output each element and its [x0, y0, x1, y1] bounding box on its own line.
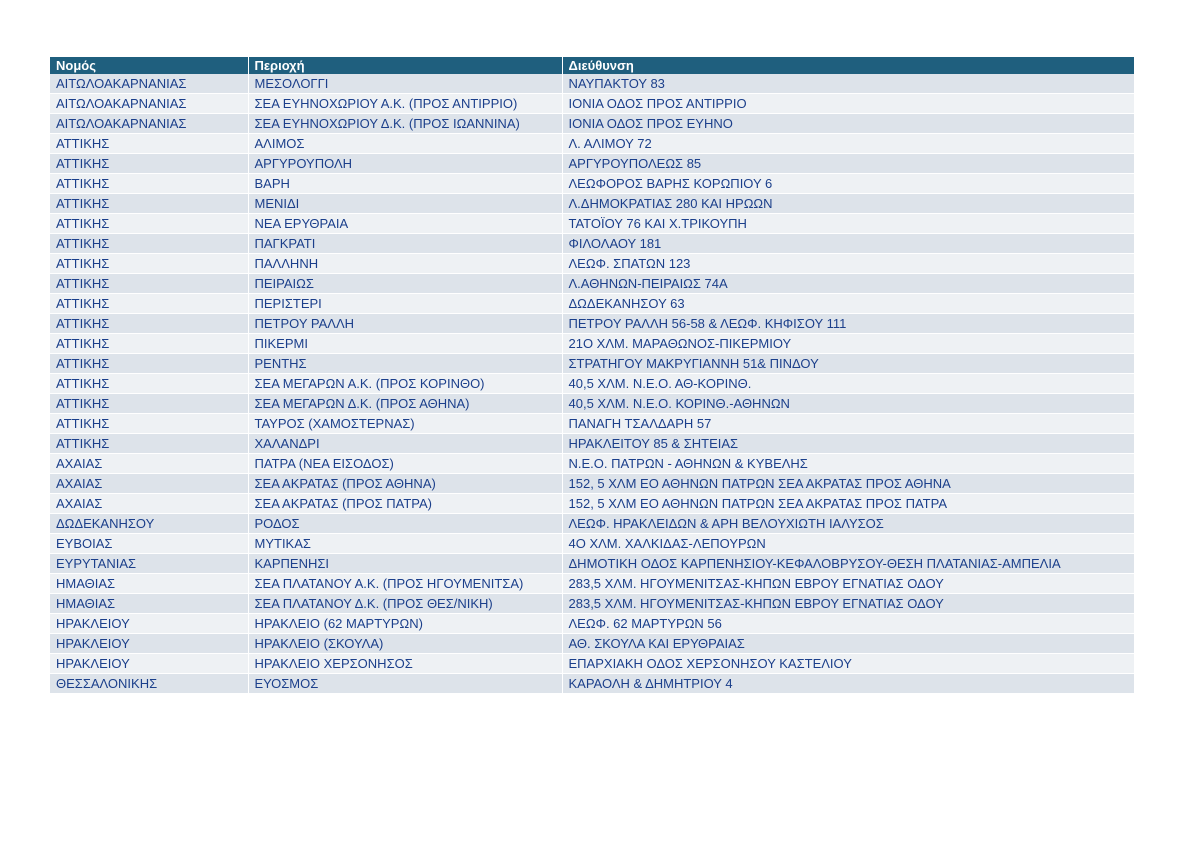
table-row	[50, 574, 1134, 594]
cell-nomos: ΑΙΤΩΛΟΑΚΑΡΝΑΝΙΑΣ	[50, 94, 248, 114]
table-row	[50, 194, 1134, 214]
cell-perioxi: ΜΥΤΙΚΑΣ	[248, 534, 562, 554]
cell-perioxi: ΧΑΛΑΝΔΡΙ	[248, 434, 562, 454]
column-header-perioxi: Περιοχή	[248, 57, 562, 74]
table-row	[50, 634, 1134, 654]
table-header	[50, 57, 1134, 74]
cell-perioxi: ΑΛΙΜΟΣ	[248, 134, 562, 154]
column-header-nomos: Νομός	[50, 57, 248, 74]
cell-perioxi: ΑΡΓΥΡΟΥΠΟΛΗ	[248, 154, 562, 174]
cell-perioxi: ΣΕΑ ΠΛΑΤΑΝΟΥ Δ.Κ. (ΠΡΟΣ ΘΕΣ/ΝΙΚΗ)	[248, 594, 562, 614]
cell-nomos: ΘΕΣΣΑΛΟΝΙΚΗΣ	[50, 674, 248, 694]
cell-perioxi: ΠΑΛΛΗΝΗ	[248, 254, 562, 274]
cell-dieuthynsi: 152, 5 ΧΛΜ ΕΟ ΑΘΗΝΩΝ ΠΑΤΡΩΝ ΣΕΑ ΑΚΡΑΤΑΣ ΠΡΟΣ ΠΑΤΡΑ	[562, 494, 1134, 514]
cell-perioxi: ΣΕΑ ΕΥΗΝΟΧΩΡΙΟΥ Α.Κ. (ΠΡΟΣ ΑΝΤΙΡΡΙΟ)	[248, 94, 562, 114]
cell-perioxi: ΗΡΑΚΛΕΙΟ (62 ΜΑΡΤΥΡΩΝ)	[248, 614, 562, 634]
cell-nomos: ΑΤΤΙΚΗΣ	[50, 394, 248, 414]
table-row	[50, 654, 1134, 674]
cell-nomos: ΗΜΑΘΙΑΣ	[50, 574, 248, 594]
cell-perioxi: ΣΕΑ ΑΚΡΑΤΑΣ (ΠΡΟΣ ΠΑΤΡΑ)	[248, 494, 562, 514]
table-row	[50, 534, 1134, 554]
cell-nomos: ΑΤΤΙΚΗΣ	[50, 354, 248, 374]
cell-nomos: ΑΤΤΙΚΗΣ	[50, 334, 248, 354]
cell-dieuthynsi: 4Ο ΧΛΜ. ΧΑΛΚΙΔΑΣ-ΛΕΠΟΥΡΩΝ	[562, 534, 1134, 554]
cell-dieuthynsi: Λ.ΔΗΜΟΚΡΑΤΙΑΣ 280 ΚΑΙ ΗΡΩΩΝ	[562, 194, 1134, 214]
cell-perioxi: ΠΑΤΡΑ (ΝΕΑ ΕΙΣΟΔΟΣ)	[248, 454, 562, 474]
table-row	[50, 394, 1134, 414]
cell-dieuthynsi: ΙΟΝΙΑ ΟΔΟΣ ΠΡΟΣ ΑΝΤΙΡΡΙΟ	[562, 94, 1134, 114]
table-row	[50, 214, 1134, 234]
cell-perioxi: ΜΕΣΟΛΟΓΓΙ	[248, 74, 562, 94]
table-row	[50, 454, 1134, 474]
cell-dieuthynsi: 152, 5 ΧΛΜ ΕΟ ΑΘΗΝΩΝ ΠΑΤΡΩΝ ΣΕΑ ΑΚΡΑΤΑΣ ΠΡΟΣ ΑΘΗΝΑ	[562, 474, 1134, 494]
column-header-dieuthynsi: Διεύθυνση	[562, 57, 1134, 74]
table-row	[50, 234, 1134, 254]
table-row	[50, 514, 1134, 534]
cell-dieuthynsi: ΣΤΡΑΤΗΓΟΥ ΜΑΚΡΥΓΙΑΝΝΗ 51& ΠΙΝΔΟΥ	[562, 354, 1134, 374]
table-row	[50, 74, 1134, 94]
cell-dieuthynsi: ΚΑΡΑΟΛΗ & ΔΗΜΗΤΡΙΟΥ 4	[562, 674, 1134, 694]
cell-perioxi: ΠΑΓΚΡΑΤΙ	[248, 234, 562, 254]
cell-nomos: ΗΜΑΘΙΑΣ	[50, 594, 248, 614]
cell-perioxi: ΠΕΤΡΟΥ ΡΑΛΛΗ	[248, 314, 562, 334]
cell-nomos: ΑΙΤΩΛΟΑΚΑΡΝΑΝΙΑΣ	[50, 114, 248, 134]
cell-dieuthynsi: Ν.Ε.Ο. ΠΑΤΡΩΝ - ΑΘΗΝΩΝ & ΚΥΒΕΛΗΣ	[562, 454, 1134, 474]
cell-nomos: ΑΤΤΙΚΗΣ	[50, 174, 248, 194]
cell-dieuthynsi: ΦΙΛΟΛΑΟΥ 181	[562, 234, 1134, 254]
cell-nomos: ΑΤΤΙΚΗΣ	[50, 214, 248, 234]
cell-dieuthynsi: Λ.ΑΘΗΝΩΝ-ΠΕΙΡΑΙΩΣ 74Α	[562, 274, 1134, 294]
cell-nomos: ΑΧΑΙΑΣ	[50, 454, 248, 474]
cell-perioxi: ΗΡΑΚΛΕΙΟ (ΣΚΟΥΛΑ)	[248, 634, 562, 654]
cell-nomos: ΗΡΑΚΛΕΙΟΥ	[50, 634, 248, 654]
cell-perioxi: ΣΕΑ ΜΕΓΑΡΩΝ Α.Κ. (ΠΡΟΣ ΚΟΡΙΝΘΟ)	[248, 374, 562, 394]
table-row	[50, 374, 1134, 394]
table-row	[50, 554, 1134, 574]
table-row	[50, 494, 1134, 514]
cell-perioxi: ΣΕΑ ΑΚΡΑΤΑΣ (ΠΡΟΣ ΑΘΗΝΑ)	[248, 474, 562, 494]
cell-nomos: ΑΤΤΙΚΗΣ	[50, 274, 248, 294]
table-row	[50, 174, 1134, 194]
cell-dieuthynsi: ΝΑΥΠΑΚΤΟΥ 83	[562, 74, 1134, 94]
cell-dieuthynsi: ΕΠΑΡΧΙΑΚΗ ΟΔΟΣ ΧΕΡΣΟΝΗΣΟΥ ΚΑΣΤΕΛΙΟΥ	[562, 654, 1134, 674]
cell-nomos: ΔΩΔΕΚΑΝΗΣΟΥ	[50, 514, 248, 534]
cell-dieuthynsi: ΗΡΑΚΛΕΙΤΟΥ 85 & ΣΗΤΕΙΑΣ	[562, 434, 1134, 454]
cell-nomos: ΗΡΑΚΛΕΙΟΥ	[50, 614, 248, 634]
cell-perioxi: ΤΑΥΡΟΣ (ΧΑΜΟΣΤΕΡΝΑΣ)	[248, 414, 562, 434]
locations-table-sheet	[50, 57, 1134, 694]
table-row	[50, 474, 1134, 494]
cell-nomos: ΑΤΤΙΚΗΣ	[50, 194, 248, 214]
cell-perioxi: ΣΕΑ ΕΥΗΝΟΧΩΡΙΟΥ Δ.Κ. (ΠΡΟΣ ΙΩΑΝΝΙΝΑ)	[248, 114, 562, 134]
table-row	[50, 594, 1134, 614]
cell-perioxi: ΜΕΝΙΔΙ	[248, 194, 562, 214]
table-row	[50, 274, 1134, 294]
cell-dieuthynsi: ΠΑΝΑΓΗ ΤΣΑΛΔΑΡΗ 57	[562, 414, 1134, 434]
cell-dieuthynsi: 21Ο ΧΛΜ. ΜΑΡΑΘΩΝΟΣ-ΠΙΚΕΡΜΙΟΥ	[562, 334, 1134, 354]
table-row	[50, 134, 1134, 154]
cell-nomos: ΕΥΒΟΙΑΣ	[50, 534, 248, 554]
cell-perioxi: ΒΑΡΗ	[248, 174, 562, 194]
cell-nomos: ΑΤΤΙΚΗΣ	[50, 414, 248, 434]
cell-nomos: ΑΤΤΙΚΗΣ	[50, 234, 248, 254]
cell-perioxi: ΚΑΡΠΕΝΗΣΙ	[248, 554, 562, 574]
cell-perioxi: ΣΕΑ ΜΕΓΑΡΩΝ Δ.Κ. (ΠΡΟΣ ΑΘΗΝΑ)	[248, 394, 562, 414]
cell-dieuthynsi: ΛΕΩΦ. ΗΡΑΚΛΕΙΔΩΝ & ΑΡΗ ΒΕΛΟΥΧΙΩΤΗ ΙΑΛΥΣΟΣ	[562, 514, 1134, 534]
table-row	[50, 354, 1134, 374]
cell-perioxi: ΣΕΑ ΠΛΑΤΑΝΟΥ Α.Κ. (ΠΡΟΣ ΗΓΟΥΜΕΝΙΤΣΑ)	[248, 574, 562, 594]
cell-dieuthynsi: ΛΕΩΦΟΡΟΣ ΒΑΡΗΣ ΚΟΡΩΠΙΟΥ 6	[562, 174, 1134, 194]
table-body	[50, 74, 1134, 694]
cell-nomos: ΑΧΑΙΑΣ	[50, 474, 248, 494]
table-row	[50, 334, 1134, 354]
cell-perioxi: ΕΥΟΣΜΟΣ	[248, 674, 562, 694]
cell-dieuthynsi: ΛΕΩΦ. ΣΠΑΤΩΝ 123	[562, 254, 1134, 274]
cell-nomos: ΑΧΑΙΑΣ	[50, 494, 248, 514]
cell-nomos: ΗΡΑΚΛΕΙΟΥ	[50, 654, 248, 674]
cell-dieuthynsi: 283,5 ΧΛΜ. ΗΓΟΥΜΕΝΙΤΣΑΣ-ΚΗΠΩΝ ΕΒΡΟΥ ΕΓΝΑΤΙΑΣ ΟΔΟΥ	[562, 594, 1134, 614]
cell-dieuthynsi: ΤΑΤΟΪΟΥ 76 ΚΑΙ Χ.ΤΡΙΚΟΥΠΗ	[562, 214, 1134, 234]
cell-perioxi: ΝΕΑ ΕΡΥΘΡΑΙΑ	[248, 214, 562, 234]
cell-perioxi: ΠΙΚΕΡΜΙ	[248, 334, 562, 354]
table-row	[50, 94, 1134, 114]
cell-dieuthynsi: ΙΟΝΙΑ ΟΔΟΣ ΠΡΟΣ ΕΥΗΝΟ	[562, 114, 1134, 134]
cell-nomos: ΑΙΤΩΛΟΑΚΑΡΝΑΝΙΑΣ	[50, 74, 248, 94]
cell-dieuthynsi: ΛΕΩΦ. 62 ΜΑΡΤΥΡΩΝ 56	[562, 614, 1134, 634]
cell-perioxi: ΡΕΝΤΗΣ	[248, 354, 562, 374]
table-row	[50, 314, 1134, 334]
cell-perioxi: ΗΡΑΚΛΕΙΟ ΧΕΡΣΟΝΗΣΟΣ	[248, 654, 562, 674]
table-row	[50, 674, 1134, 694]
cell-perioxi: ΡΟΔΟΣ	[248, 514, 562, 534]
cell-dieuthynsi: ΔΩΔΕΚΑΝΗΣΟΥ 63	[562, 294, 1134, 314]
table-row	[50, 414, 1134, 434]
cell-dieuthynsi: ΑΡΓΥΡΟΥΠΟΛΕΩΣ 85	[562, 154, 1134, 174]
cell-dieuthynsi: 283,5 ΧΛΜ. ΗΓΟΥΜΕΝΙΤΣΑΣ-ΚΗΠΩΝ ΕΒΡΟΥ ΕΓΝΑΤΙΑΣ ΟΔΟΥ	[562, 574, 1134, 594]
table-row	[50, 614, 1134, 634]
cell-nomos: ΑΤΤΙΚΗΣ	[50, 134, 248, 154]
cell-perioxi: ΠΕΡΙΣΤΕΡΙ	[248, 294, 562, 314]
cell-perioxi: ΠΕΙΡΑΙΩΣ	[248, 274, 562, 294]
cell-dieuthynsi: ΑΘ. ΣΚΟΥΛΑ ΚΑΙ ΕΡΥΘΡΑΙΑΣ	[562, 634, 1134, 654]
cell-nomos: ΑΤΤΙΚΗΣ	[50, 374, 248, 394]
cell-dieuthynsi: 40,5 ΧΛΜ. Ν.Ε.Ο. ΑΘ-ΚΟΡΙΝΘ.	[562, 374, 1134, 394]
table-row	[50, 114, 1134, 134]
table-row	[50, 294, 1134, 314]
cell-nomos: ΑΤΤΙΚΗΣ	[50, 434, 248, 454]
cell-nomos: ΑΤΤΙΚΗΣ	[50, 254, 248, 274]
cell-dieuthynsi: 40,5 ΧΛΜ. Ν.Ε.Ο. ΚΟΡΙΝΘ.-ΑΘΗΝΩΝ	[562, 394, 1134, 414]
locations-table	[50, 57, 1134, 694]
cell-dieuthynsi: Λ. ΑΛΙΜΟΥ 72	[562, 134, 1134, 154]
table-row	[50, 254, 1134, 274]
table-row	[50, 434, 1134, 454]
cell-nomos: ΑΤΤΙΚΗΣ	[50, 294, 248, 314]
cell-nomos: ΑΤΤΙΚΗΣ	[50, 314, 248, 334]
cell-nomos: ΕΥΡΥΤΑΝΙΑΣ	[50, 554, 248, 574]
header-row	[50, 57, 1134, 74]
cell-nomos: ΑΤΤΙΚΗΣ	[50, 154, 248, 174]
table-row	[50, 154, 1134, 174]
cell-dieuthynsi: ΠΕΤΡΟΥ ΡΑΛΛΗ 56-58 & ΛΕΩΦ. ΚΗΦΙΣΟΥ 111	[562, 314, 1134, 334]
cell-dieuthynsi: ΔΗΜΟΤΙΚΗ ΟΔΟΣ ΚΑΡΠΕΝΗΣΙΟΥ-ΚΕΦΑΛΟΒΡΥΣΟΥ-ΘΕΣΗ ΠΛΑΤΑΝΙΑΣ-ΑΜΠΕΛΙΑ	[562, 554, 1134, 574]
